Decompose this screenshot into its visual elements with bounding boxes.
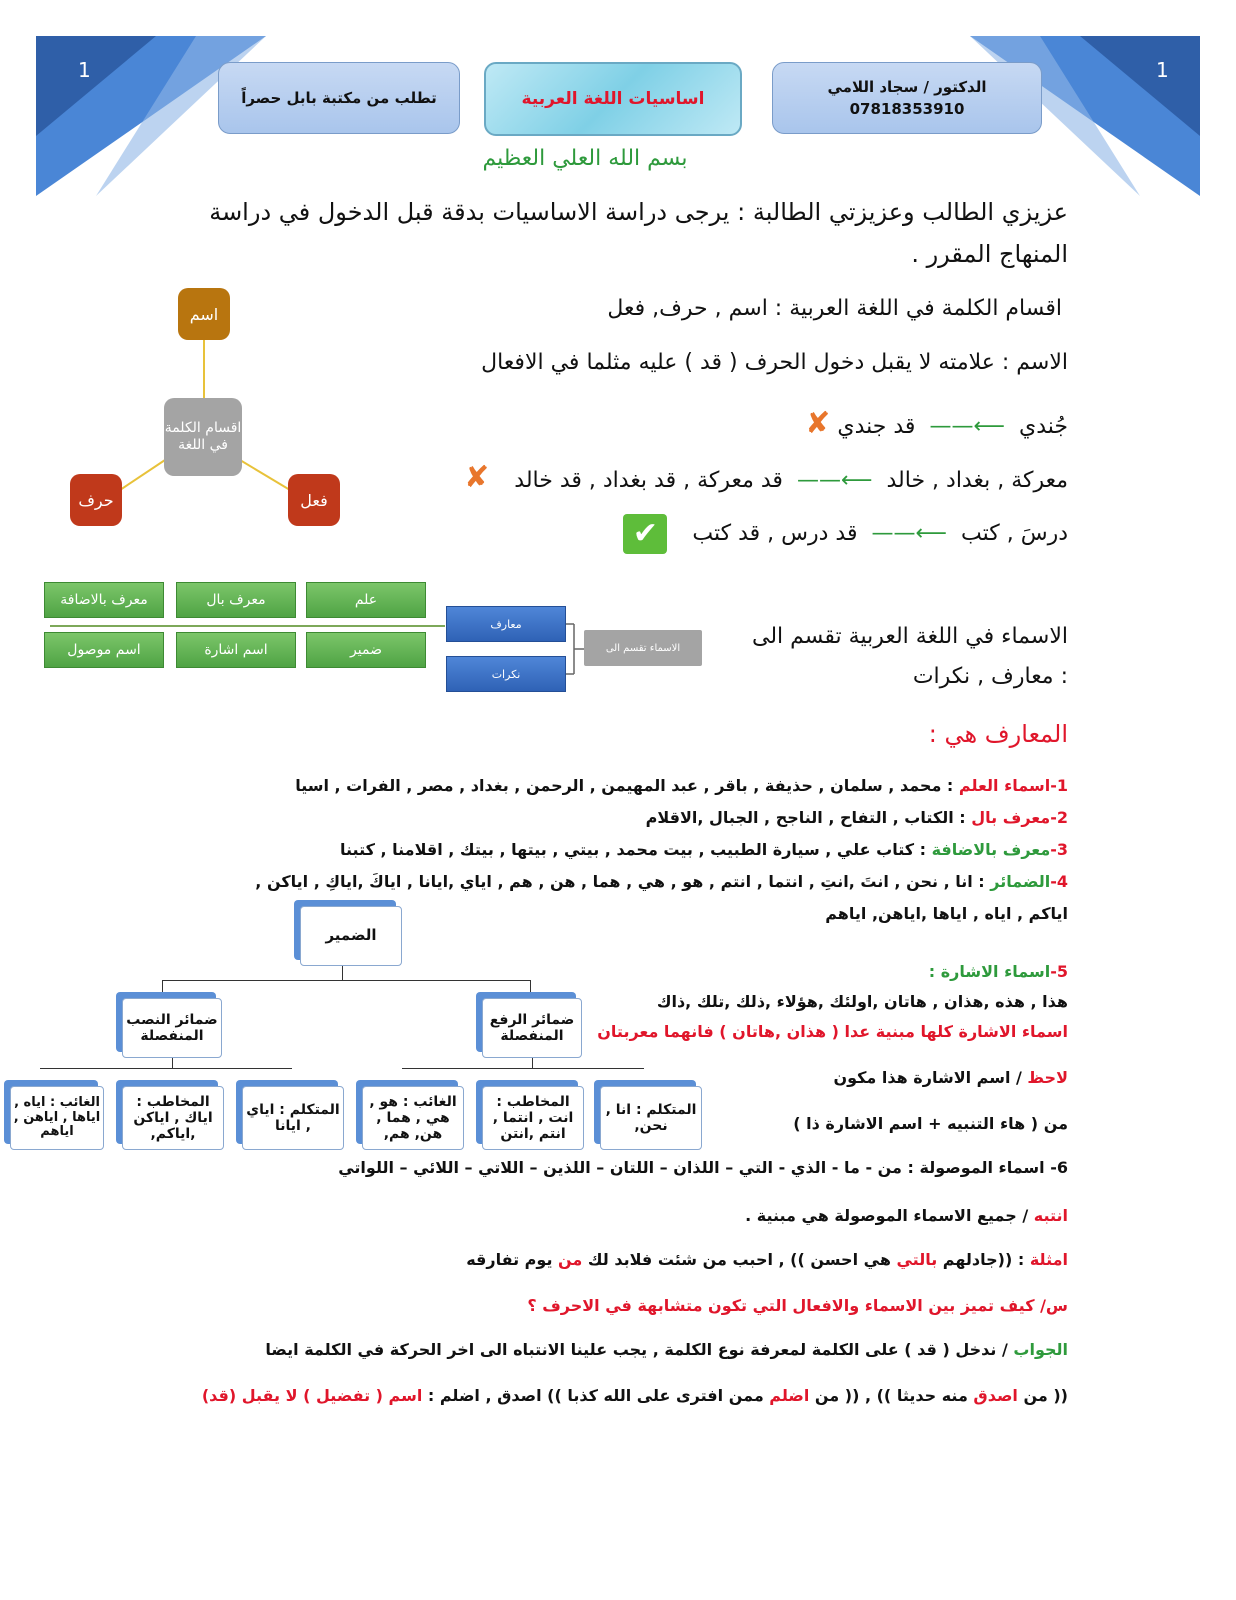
nouns-division-2: : معارف , نكرات [912, 664, 1068, 689]
question-label: س/ [1040, 1296, 1068, 1315]
tree-root: الضمير [300, 906, 402, 966]
notice-cont: من ( هاء التنبيه + اسم الاشارة ذا ) [793, 1114, 1068, 1133]
category-marif-idafa: معرف بالاضافة [44, 582, 164, 618]
final-text: (( من [1017, 1386, 1068, 1405]
node-word-parts: اقسام الكلمة في اللغة [164, 398, 242, 476]
item-ishara [929, 962, 1068, 981]
tree-raf: ضمائر الرفع المنفصلة [482, 998, 582, 1058]
notice-text: / اسم الاشارة هذا مكون [833, 1068, 1022, 1087]
example-row: معركة , بغداد , خالد ⟵—— قد معركة , قد بغداد , قد خالد ✘ [464, 460, 1068, 495]
example-result: قد درس , قد كتب [692, 521, 858, 546]
item-marif-idafa [340, 840, 1068, 859]
ishara-list: هذا , هذه ,هذان , هاتان ,اولئك ,هؤلاء ,ذلك ,تلك ,ذاك [656, 992, 1068, 1011]
page-number-right: 1 [1156, 58, 1169, 82]
question-text: كيف تميز بين الاسماء والافعال التي تكون متشابهة في الاحرف ؟ [527, 1296, 1041, 1315]
item-text: : كتاب علي , سيارة الطبيب , بيت محمد , بيتي , بيتها , بيتك , اقلامنا , كتبنا [340, 840, 927, 859]
item-damair [255, 872, 1068, 891]
node-marif: معارف [446, 606, 566, 642]
question [527, 1296, 1068, 1315]
node-ism: اسم [178, 288, 230, 340]
tree-leaf: الغائب : اياه , اياها , اياهن , اياهم [10, 1086, 104, 1150]
category-ism-mawsul: اسم موصول [44, 632, 164, 668]
item-text: : الكتاب , التفاح , الناجح , الجبال ,الاقلام [645, 808, 966, 827]
tree-connector [402, 1068, 644, 1069]
intro-line-2: المنهاج المقرر . [911, 240, 1068, 268]
tree-leaf: المخاطب : انت , انتما , انتم ,انتن [482, 1086, 584, 1150]
node-nouns-root: الاسماء تقسم الى [584, 630, 702, 666]
item-number: 1- [1050, 776, 1068, 795]
notice [833, 1068, 1068, 1087]
final-highlight: اصدق [973, 1386, 1018, 1405]
example-row: درسَ , كتب ⟵—— قد درس , قد كتب ✔ [623, 514, 1068, 554]
node-harf: حرف [70, 474, 122, 526]
ishara-note: اسماء الاشارة كلها مبنية عدا ( هذان ,هاتان ) فانهما معربتان [597, 1022, 1068, 1041]
attention-label: انتبه [1033, 1206, 1068, 1225]
item-number: 2- [1050, 808, 1068, 827]
item-label: معرف بالاضافة [931, 840, 1051, 859]
item-text: : انا , نحن , انتَ ,انتِ , انتما , انتم , هو , هي , هما , هن , هم , اياي ,ايانا , اياكَ ,اياكِ , اياكن , [255, 872, 985, 891]
tree-connector [162, 980, 163, 998]
item-alam [295, 776, 1068, 795]
examples-text: هي احسن )) , احبب من شئت فلابد لك [582, 1250, 897, 1269]
examples-text: : ((جادلهم [937, 1250, 1025, 1269]
author-name: الدكتور / سجاد اللامي [827, 78, 987, 96]
tree-leaf: المتكلم : اياي , ايانا [242, 1086, 344, 1150]
tree-nasb: ضمائر النصب المنفصلة [122, 998, 222, 1058]
title-box [484, 62, 742, 136]
tree-connector [342, 966, 343, 980]
library-note: تطلب من مكتبة بابل حصراً [241, 89, 437, 107]
item-label: الضمائر [990, 872, 1051, 891]
item-label: اسماء العلم [958, 776, 1051, 795]
relative-nouns: 6- اسماء الموصولة : من - ما - الذي - التي – اللذان – اللتان – اللذين – اللاتي – اللائي – اللواتي [338, 1158, 1068, 1177]
tree-leaf: الغائب : هو , هي , هما , هن, هم, [362, 1086, 464, 1150]
author-box [772, 62, 1042, 134]
category-marif-bal: معرف بال [176, 582, 296, 618]
item-number: 4- [1050, 872, 1068, 891]
final-text: ممن افترى على الله كذبا )) اصدق , اضلم : [422, 1386, 770, 1405]
example-word: معركة , بغداد , خالد [886, 468, 1068, 493]
example-result: قد جندي [837, 414, 916, 439]
intro-line-1: عزيزي الطالب وعزيزتي الطالبة : يرجى دراسة الاساسيات بدقة قبل الدخول في دراسة [209, 198, 1068, 226]
tree-leaf: المخاطب : اياك , اياكن ,اياكم, [122, 1086, 224, 1150]
example-word: جُندي [1018, 414, 1068, 439]
nouns-division-1: الاسماء في اللغة العربية تقسم الى [752, 624, 1068, 649]
cross-icon: ✘ [464, 460, 490, 495]
answer-label: الجواب [1013, 1340, 1068, 1359]
examples-line [466, 1250, 1068, 1269]
tree-connector [530, 980, 531, 998]
cross-icon: ✘ [805, 406, 831, 441]
item-damair-cont: اياكم , اياه , اياها ,اياهن, اياهم [825, 904, 1068, 923]
examples-text: يوم تفارقه [466, 1250, 559, 1269]
tree-connector [172, 1058, 173, 1068]
final-highlight: اضلم [769, 1386, 810, 1405]
item-marif-bal [646, 808, 1068, 827]
attention-text: / جميع الاسماء الموصولة هي مبنية . [745, 1206, 1029, 1225]
word-parts: اقسام الكلمة في اللغة العربية : اسم , حرف, فعل [607, 296, 1062, 321]
check-icon: ✔ [623, 514, 667, 554]
examples-highlight: من [558, 1250, 583, 1269]
noun-sign: الاسم : علامته لا يقبل دخول الحرف ( قد ) عليه مثلما في الافعال [481, 350, 1068, 375]
node-fil: فعل [288, 474, 340, 526]
page-number-left: 1 [78, 58, 91, 82]
example-result: قد معركة , قد بغداد , قد خالد [514, 468, 783, 493]
category-damir: ضمير [306, 632, 426, 668]
example-word: درسَ , كتب [961, 521, 1068, 546]
author-phone: 07818353910 [849, 100, 965, 118]
category-alam: علم [306, 582, 426, 618]
notice-label: لاحظ [1027, 1068, 1068, 1087]
item-label: معرف بال [971, 808, 1051, 827]
tree-connector [40, 1068, 292, 1069]
final-text: منه حديثا )) , (( من [809, 1386, 974, 1405]
answer-text: / ندخل ( قد ) على الكلمة لمعرفة نوع الكلمة , يجب علينا الانتباه الى اخر الحركة في الكلمة ايضا [265, 1340, 1014, 1359]
node-nakirat: نكرات [446, 656, 566, 692]
category-ism-ishara: اسم اشارة [176, 632, 296, 668]
marif-heading: المعارف هي : [928, 720, 1068, 748]
tree-connector [162, 980, 530, 981]
library-box [218, 62, 460, 134]
answer [265, 1340, 1068, 1359]
page-title: اساسيات اللغة العربية [521, 89, 705, 109]
example-row: جُندي ⟵—— قد جندي ✘ [805, 406, 1068, 441]
attention [745, 1206, 1068, 1225]
examples-label: امثلة [1029, 1250, 1068, 1269]
item-number: 3- [1050, 840, 1068, 859]
final-highlight: اسم ( تفضيل ) لا يقبل (قد) [201, 1386, 423, 1405]
item-label: اسماء الاشارة : [928, 962, 1051, 981]
item-number: 5- [1050, 962, 1068, 981]
item-text: : محمد , سلمان , حذيفة , باقر , عبد المهيمن , الرحمن , بغداد , مصر , الفرات , اسيا [295, 776, 954, 795]
tree-leaf: المتكلم : انا , نحن, [600, 1086, 702, 1150]
basmala: بسم الله العلي العظيم [482, 146, 688, 171]
examples-highlight: بالتي [896, 1250, 938, 1269]
final-line [202, 1386, 1068, 1405]
